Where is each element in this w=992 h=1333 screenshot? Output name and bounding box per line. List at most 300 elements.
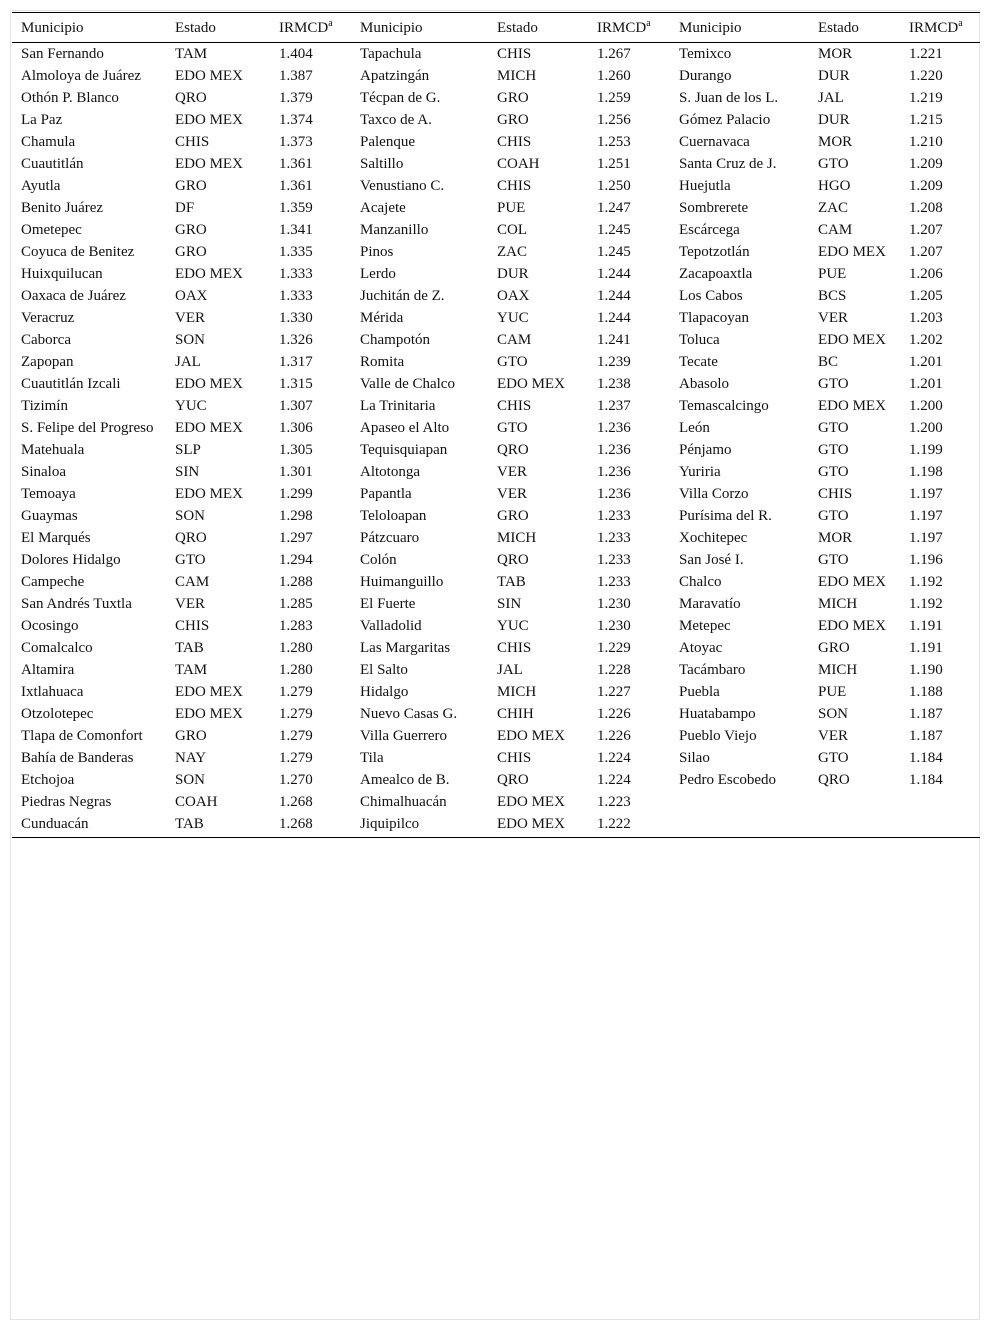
cell-estado: TAB [175, 640, 204, 656]
cell-irmcd: 1.206 [909, 266, 943, 282]
cell-irmcd: 1.285 [279, 596, 313, 612]
cell-municipio: Ocosingo [21, 618, 79, 634]
cell-municipio: Escárcega [679, 222, 740, 238]
cell-estado: GRO [497, 508, 529, 524]
cell-irmcd: 1.196 [909, 552, 943, 568]
header-municipio-1 [12, 13, 166, 43]
cell-irmcd: 1.301 [279, 464, 313, 480]
cell-municipio: Dolores Hidalgo [21, 552, 121, 568]
cell-estado: EDO MEX [175, 156, 243, 172]
cell-municipio: Cunduacán [12, 813, 166, 838]
cell-estado: EDO MEX [818, 244, 886, 260]
cell-estado: GRO [175, 178, 207, 194]
cell-municipio: Venustiano C. [360, 178, 445, 194]
cell-municipio: Temixco [679, 46, 732, 62]
cell-municipio: Amealco de B. [360, 772, 450, 788]
cell-irmcd: 1.205 [909, 288, 943, 304]
cell-estado: GTO [497, 354, 528, 370]
cell-municipio: Valladolid [360, 618, 422, 634]
header-irmcd-1 [270, 13, 351, 43]
cell-estado: ZAC [497, 244, 527, 260]
cell-irmcd: 1.227 [597, 684, 631, 700]
table-row [12, 285, 980, 307]
cell-estado: BC [818, 354, 839, 370]
header-label: IRMCD [279, 20, 329, 36]
cell-irmcd: 1.361 [279, 178, 313, 194]
table-row [12, 615, 980, 637]
cell-estado: CAM [175, 574, 210, 590]
cell-estado: MICH [497, 684, 537, 700]
cell-municipio: Romita [360, 354, 405, 370]
cell-irmcd: 1.341 [279, 222, 313, 238]
cell-estado: CHIS [497, 398, 532, 414]
cell-municipio: La Trinitaria [360, 398, 436, 414]
cell-municipio: Nuevo Casas G. [360, 706, 458, 722]
header-label: IRMCD [909, 20, 959, 36]
cell-irmcd: 1.256 [597, 112, 631, 128]
cell-municipio: Chamula [21, 134, 76, 150]
cell-irmcd: 1.247 [597, 200, 631, 216]
cell-municipio: Huixquilucan [21, 266, 103, 282]
table-row [12, 769, 980, 791]
cell-estado: CHIS [497, 134, 532, 150]
cell-irmcd: 1.253 [597, 134, 631, 150]
cell-municipio: Hidalgo [360, 684, 409, 700]
cell-municipio: Pinos [360, 244, 394, 260]
cell-estado: VER [818, 728, 848, 744]
cell-municipio: Almoloya de Juárez [21, 68, 141, 84]
table-row [12, 87, 980, 109]
cell-irmcd: 1.268 [270, 813, 351, 838]
cell-municipio: Puebla [679, 684, 720, 700]
cell-irmcd: 1.220 [909, 68, 943, 84]
cell-estado: DF [175, 200, 195, 216]
cell-estado: MOR [818, 46, 853, 62]
cell-estado: CHIS [175, 618, 210, 634]
cell-municipio: Atoyac [679, 640, 723, 656]
cell-municipio: León [679, 420, 710, 436]
cell-irmcd: 1.237 [597, 398, 631, 414]
cell-irmcd: 1.280 [279, 640, 313, 656]
header-irmcd-3 [900, 13, 980, 43]
cell-irmcd: 1.198 [909, 464, 943, 480]
cell-municipio: Colón [360, 552, 397, 568]
cell-irmcd: 1.244 [597, 266, 631, 282]
cell-irmcd: 1.184 [909, 750, 943, 766]
cell-estado: GTO [818, 156, 849, 172]
cell-estado: CHIS [175, 134, 210, 150]
header-municipio-3 [670, 13, 809, 43]
table-row [12, 813, 980, 838]
cell-irmcd: 1.306 [279, 420, 313, 436]
cell-irmcd: 1.374 [279, 112, 313, 128]
cell-estado: SLP [175, 442, 201, 458]
cell-irmcd: 1.187 [909, 706, 943, 722]
header-municipio-2 [351, 13, 488, 43]
table-row [12, 153, 980, 175]
cell-irmcd: 1.359 [279, 200, 313, 216]
header-label: Estado [175, 20, 216, 36]
cell-municipio: Piedras Negras [21, 794, 112, 810]
cell-municipio: Los Cabos [679, 288, 743, 304]
cell-estado: QRO [497, 552, 529, 568]
cell-irmcd: 1.184 [909, 772, 943, 788]
table-row [12, 109, 980, 131]
cell-estado [809, 791, 900, 813]
cell-municipio: Tila [360, 750, 384, 766]
cell-irmcd: 1.191 [909, 618, 943, 634]
cell-irmcd: 1.279 [279, 684, 313, 700]
cell-irmcd: 1.221 [909, 46, 943, 62]
cell-irmcd: 1.307 [279, 398, 313, 414]
table-row [12, 791, 980, 813]
cell-irmcd: 1.279 [279, 750, 313, 766]
cell-municipio: Pátzcuaro [360, 530, 420, 546]
cell-municipio: Papantla [360, 486, 412, 502]
cell-municipio: Altotonga [360, 464, 420, 480]
cell-irmcd: 1.226 [597, 728, 631, 744]
cell-estado: EDO MEX [175, 112, 243, 128]
cell-estado: PUE [497, 200, 526, 216]
header-label: Estado [818, 20, 859, 36]
cell-municipio: Huimanguillo [360, 574, 444, 590]
cell-municipio: Cuernavaca [679, 134, 750, 150]
cell-estado: GRO [497, 112, 529, 128]
table-row [12, 329, 980, 351]
cell-municipio: Tequisquiapan [360, 442, 448, 458]
cell-estado: VER [175, 596, 205, 612]
cell-estado: PUE [818, 684, 847, 700]
cell-municipio: El Salto [360, 662, 408, 678]
cell-irmcd: 1.188 [909, 684, 943, 700]
table-row [12, 373, 980, 395]
cell-municipio: Abasolo [679, 376, 729, 392]
cell-municipio: Tizimín [21, 398, 68, 414]
cell-estado: VER [175, 310, 205, 326]
cell-estado: GTO [818, 552, 849, 568]
cell-irmcd: 1.260 [597, 68, 631, 84]
cell-municipio: Pedro Escobedo [679, 772, 777, 788]
table-row [12, 549, 980, 571]
cell-irmcd: 1.207 [909, 222, 943, 238]
cell-estado: TAM [175, 662, 208, 678]
cell-municipio: Yuriria [679, 464, 721, 480]
cell-municipio: Ixtlahuaca [21, 684, 84, 700]
cell-municipio: Tepotzotlán [679, 244, 750, 260]
cell-municipio: Campeche [21, 574, 85, 590]
cell-estado: SON [175, 508, 206, 524]
cell-municipio: Acajete [360, 200, 406, 216]
cell-irmcd: 1.230 [597, 618, 631, 634]
cell-irmcd: 1.197 [909, 508, 943, 524]
cell-irmcd: 1.250 [597, 178, 631, 194]
cell-municipio: Lerdo [360, 266, 396, 282]
cell-municipio: Pénjamo [679, 442, 732, 458]
cell-irmcd: 1.199 [909, 442, 943, 458]
cell-irmcd: 1.236 [597, 486, 631, 502]
table-row [12, 593, 980, 615]
cell-municipio: Pueblo Viejo [679, 728, 757, 744]
cell-municipio: Huatabampo [679, 706, 756, 722]
table-row [12, 175, 980, 197]
cell-estado: QRO [497, 442, 529, 458]
cell-municipio: Matehuala [21, 442, 85, 458]
cell-municipio: Valle de Chalco [360, 376, 455, 392]
cell-estado: MICH [818, 662, 858, 678]
cell-irmcd: 1.239 [597, 354, 631, 370]
cell-estado: COAH [497, 156, 540, 172]
cell-municipio: Villa Guerrero [360, 728, 447, 744]
cell-municipio: Toluca [679, 332, 720, 348]
cell-estado: JAL [175, 354, 201, 370]
cell-irmcd: 1.238 [597, 376, 631, 392]
cell-irmcd: 1.210 [909, 134, 943, 150]
cell-irmcd: 1.192 [909, 596, 943, 612]
cell-municipio: Gómez Palacio [679, 112, 771, 128]
cell-municipio: Tecate [679, 354, 718, 370]
cell-estado: EDO MEX [175, 376, 243, 392]
cell-estado: PUE [818, 266, 847, 282]
cell-irmcd: 1.279 [279, 706, 313, 722]
cell-municipio: Zapopan [21, 354, 74, 370]
cell-estado: SON [818, 706, 849, 722]
footnote-marker: a [646, 18, 651, 29]
cell-irmcd: 1.233 [597, 530, 631, 546]
cell-irmcd: 1.241 [597, 332, 631, 348]
cell-estado: YUC [497, 618, 529, 634]
cell-municipio: Maravatío [679, 596, 741, 612]
irmcd-table [12, 12, 980, 838]
cell-estado: SIN [497, 596, 522, 612]
cell-irmcd: 1.326 [279, 332, 313, 348]
table-row [12, 483, 980, 505]
cell-estado: GTO [818, 376, 849, 392]
table-row [12, 395, 980, 417]
cell-irmcd: 1.209 [909, 156, 943, 172]
cell-municipio: San Andrés Tuxtla [21, 596, 132, 612]
cell-irmcd: 1.202 [909, 332, 943, 348]
cell-estado: EDO MEX [497, 376, 565, 392]
cell-municipio: La Paz [21, 112, 63, 128]
cell-municipio: Apaseo el Alto [360, 420, 450, 436]
cell-municipio: Veracruz [21, 310, 75, 326]
cell-irmcd: 1.191 [909, 640, 943, 656]
cell-estado: CHIS [497, 178, 532, 194]
cell-municipio: S. Juan de los L. [679, 90, 779, 106]
cell-irmcd: 1.379 [279, 90, 313, 106]
cell-estado: CHIH [497, 706, 534, 722]
table-row [12, 659, 980, 681]
cell-municipio: Guaymas [21, 508, 78, 524]
cell-municipio: Técpan de G. [360, 90, 441, 106]
table-row [12, 197, 980, 219]
cell-estado: NAY [175, 750, 207, 766]
cell-estado: EDO MEX [488, 813, 588, 838]
cell-estado: GRO [175, 728, 207, 744]
cell-estado: EDO MEX [818, 618, 886, 634]
cell-municipio: Juchitán de Z. [360, 288, 445, 304]
footnote-marker: a [328, 18, 333, 29]
cell-irmcd: 1.268 [279, 794, 313, 810]
cell-irmcd: 1.230 [597, 596, 631, 612]
cell-estado: DUR [818, 68, 850, 84]
cell-municipio: Apatzingán [360, 68, 430, 84]
cell-estado: CAM [497, 332, 532, 348]
cell-estado: VER [497, 486, 527, 502]
table-row [12, 747, 980, 769]
cell-estado: CAM [818, 222, 853, 238]
cell-irmcd: 1.219 [909, 90, 943, 106]
cell-municipio: Benito Juárez [21, 200, 104, 216]
cell-estado: ZAC [818, 200, 848, 216]
cell-municipio: Santa Cruz de J. [679, 156, 777, 172]
cell-municipio: Jiquipilco [351, 813, 488, 838]
cell-estado: EDO MEX [497, 728, 565, 744]
cell-irmcd: 1.187 [909, 728, 943, 744]
cell-municipio: Mérida [360, 310, 404, 326]
cell-irmcd: 1.233 [597, 574, 631, 590]
cell-irmcd: 1.233 [597, 508, 631, 524]
cell-irmcd: 1.244 [597, 310, 631, 326]
cell-municipio: Huejutla [679, 178, 731, 194]
cell-irmcd: 1.298 [279, 508, 313, 524]
table-row [12, 65, 980, 87]
cell-estado: HGO [818, 178, 851, 194]
cell-municipio: Temascalcingo [679, 398, 769, 414]
cell-irmcd: 1.226 [597, 706, 631, 722]
cell-municipio: Tapachula [360, 46, 422, 62]
cell-municipio: Durango [679, 68, 732, 84]
cell-estado: MICH [497, 530, 537, 546]
cell-estado: JAL [818, 90, 844, 106]
cell-estado: DUR [818, 112, 850, 128]
cell-irmcd: 1.224 [597, 772, 631, 788]
cell-irmcd: 1.297 [279, 530, 313, 546]
cell-irmcd: 1.224 [597, 750, 631, 766]
cell-estado: CHIS [497, 750, 532, 766]
cell-municipio: El Marqués [21, 530, 91, 546]
table-row [12, 461, 980, 483]
cell-irmcd: 1.294 [279, 552, 313, 568]
cell-municipio: Purísima del R. [679, 508, 772, 524]
table-row [12, 417, 980, 439]
cell-irmcd: 1.244 [597, 288, 631, 304]
cell-municipio: Caborca [21, 332, 71, 348]
cell-estado: MOR [818, 530, 853, 546]
table-body [12, 43, 980, 838]
cell-irmcd: 1.270 [279, 772, 313, 788]
header-irmcd-2 [588, 13, 670, 43]
cell-irmcd: 1.299 [279, 486, 313, 502]
cell-estado: EDO MEX [818, 574, 886, 590]
cell-irmcd: 1.267 [597, 46, 631, 62]
cell-municipio: Las Margaritas [360, 640, 451, 656]
cell-estado: GTO [818, 420, 849, 436]
cell-irmcd: 1.203 [909, 310, 943, 326]
cell-estado: BCS [818, 288, 847, 304]
cell-estado: GRO [175, 244, 207, 260]
cell-irmcd: 1.228 [597, 662, 631, 678]
cell-estado: DUR [497, 266, 529, 282]
table-row [12, 263, 980, 285]
table-row [12, 527, 980, 549]
cell-estado: OAX [497, 288, 530, 304]
table-row [12, 351, 980, 373]
cell-municipio: Chalco [679, 574, 722, 590]
cell-municipio: Tlapacoyan [679, 310, 749, 326]
cell-irmcd: 1.335 [279, 244, 313, 260]
cell-estado: EDO MEX [818, 332, 886, 348]
table-row [12, 307, 980, 329]
cell-estado: EDO MEX [175, 486, 243, 502]
table-row [12, 725, 980, 747]
cell-irmcd: 1.222 [588, 813, 670, 838]
table-row [12, 219, 980, 241]
cell-municipio [670, 813, 809, 838]
cell-irmcd: 1.197 [909, 530, 943, 546]
cell-irmcd: 1.190 [909, 662, 943, 678]
cell-estado: YUC [497, 310, 529, 326]
cell-irmcd: 1.387 [279, 68, 313, 84]
cell-estado: GTO [818, 442, 849, 458]
cell-irmcd: 1.333 [279, 288, 313, 304]
table-row [12, 43, 980, 66]
cell-irmcd: 1.330 [279, 310, 313, 326]
cell-irmcd: 1.236 [597, 442, 631, 458]
cell-estado: VER [818, 310, 848, 326]
header-estado-1 [166, 13, 270, 43]
cell-estado: MICH [818, 596, 858, 612]
cell-municipio: Xochitepec [679, 530, 748, 546]
table-row [12, 439, 980, 461]
cell-estado: COL [497, 222, 527, 238]
cell-estado: MICH [497, 68, 537, 84]
cell-irmcd: 1.208 [909, 200, 943, 216]
cell-estado: TAM [175, 46, 208, 62]
cell-estado: GTO [175, 552, 206, 568]
cell-estado: SON [175, 332, 206, 348]
cell-estado: OAX [175, 288, 208, 304]
table-row [12, 571, 980, 593]
cell-estado: EDO MEX [175, 266, 243, 282]
cell-municipio: Taxco de A. [360, 112, 432, 128]
table-row [12, 703, 980, 725]
cell-municipio: Champotón [360, 332, 430, 348]
cell-municipio: San José I. [679, 552, 744, 568]
cell-irmcd: 1.223 [597, 794, 631, 810]
cell-municipio: Altamira [21, 662, 75, 678]
cell-estado: COAH [175, 794, 218, 810]
cell-municipio: Othón P. Blanco [21, 90, 119, 106]
table-row [12, 131, 980, 153]
header-estado-3 [809, 13, 900, 43]
cell-municipio: Tlapa de Comonfort [21, 728, 143, 744]
cell-irmcd: 1.373 [279, 134, 313, 150]
header-label: Municipio [360, 20, 423, 36]
cell-municipio: Sinaloa [21, 464, 66, 480]
cell-irmcd: 1.197 [909, 486, 943, 502]
cell-estado: EDO MEX [175, 68, 243, 84]
cell-estado: SIN [175, 464, 200, 480]
cell-estado: CHIS [497, 46, 532, 62]
header-estado-2 [488, 13, 588, 43]
cell-estado: TAB [497, 574, 526, 590]
cell-irmcd: 1.333 [279, 266, 313, 282]
cell-municipio: Chimalhuacán [360, 794, 447, 810]
cell-irmcd: 1.361 [279, 156, 313, 172]
cell-irmcd: 1.279 [279, 728, 313, 744]
cell-municipio: Zacapoaxtla [679, 266, 753, 282]
